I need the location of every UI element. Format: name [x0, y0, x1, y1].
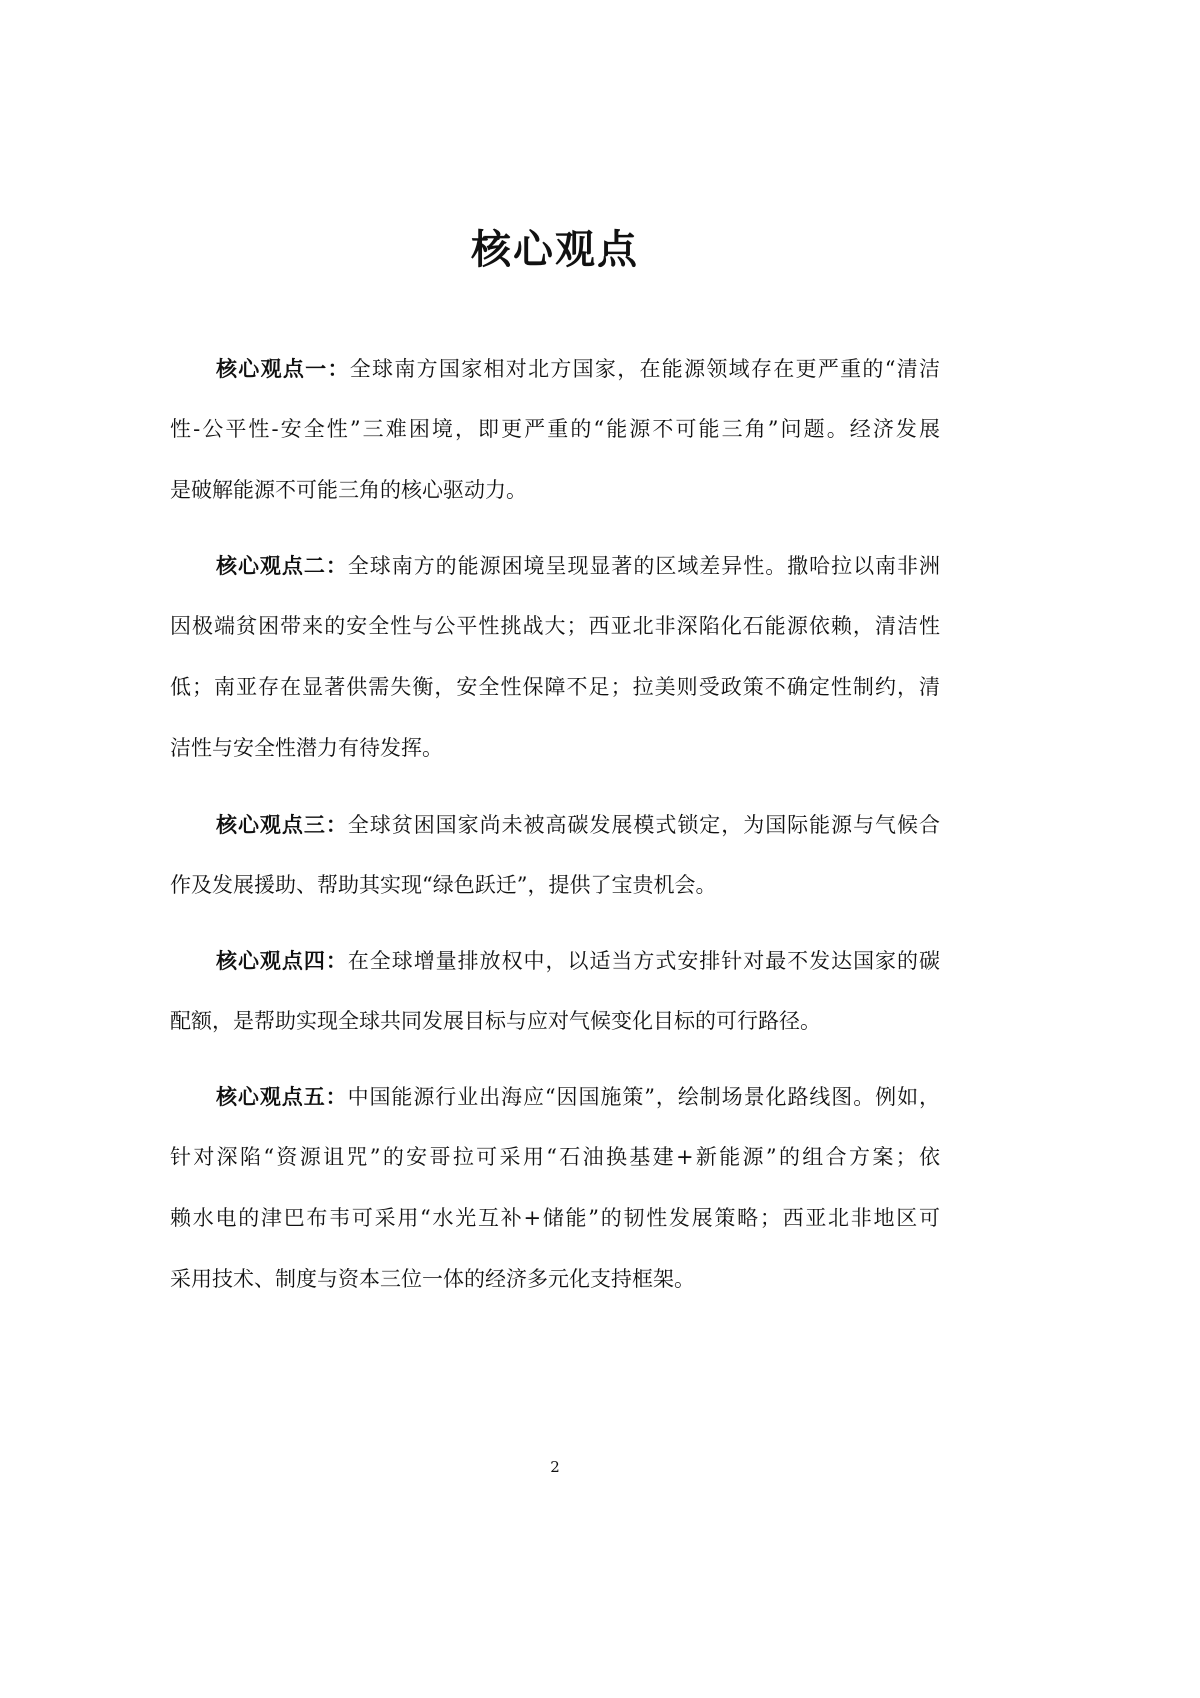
core-point-3: [170, 794, 940, 916]
point-label: 核心观点三：: [216, 812, 348, 837]
point-label: 核心观点四：: [216, 948, 348, 973]
point-label: 核心观点一：: [216, 356, 350, 381]
paragraph-line: 针对深陷“资源诅咒”的安哥拉可采用“石油换基建+新能源”的组合方案；依: [170, 1145, 940, 1169]
paragraph-line: 核心观点二：全球南方的能源困境呈现显著的区域差异性。撒哈拉以南非洲: [216, 553, 940, 578]
page-number: 2: [550, 1458, 560, 1476]
paragraph-line: 性-公平性-安全性”三难困境，即更严重的“能源不可能三角”问题。经济发展: [170, 417, 940, 441]
paragraph-line: 核心观点四：在全球增量排放权中，以适当方式安排针对最不发达国家的碳: [216, 948, 940, 973]
paragraph-line: 配额，是帮助实现全球共同发展目标与应对气候变化目标的可行路径。: [170, 1009, 821, 1033]
page-title: 核心观点: [471, 226, 639, 273]
point-label: 核心观点五：: [216, 1084, 348, 1109]
paragraph-line: 赖水电的津巴布韦可采用“水光互补+储能”的韧性发展策略；西亚北非地区可: [170, 1206, 940, 1230]
paragraph-line: 核心观点五：中国能源行业出海应“因国施策”，绘制场景化路线图。例如，: [216, 1084, 940, 1109]
core-point-2: [170, 535, 940, 779]
paragraph-line: 采用技术、制度与资本三位一体的经济多元化支持框架。: [170, 1267, 695, 1291]
core-point-1: [170, 338, 940, 521]
paragraph-line: 洁性与安全性潜力有待发挥。: [170, 736, 443, 760]
paragraph-line: 低；南亚存在显著供需失衡，安全性保障不足；拉美则受政策不确定性制约，清: [170, 675, 940, 699]
point-label: 核心观点二：: [216, 553, 348, 578]
core-point-4: [170, 930, 940, 1052]
paragraph-line: 核心观点一：全球南方国家相对北方国家，在能源领域存在更严重的“清洁: [216, 356, 941, 381]
core-point-5: [170, 1066, 940, 1310]
paragraph-line: 因极端贫困带来的安全性与公平性挑战大；西亚北非深陷化石能源依赖，清洁性: [170, 614, 940, 638]
paragraph-line: 核心观点三：全球贫困国家尚未被高碳发展模式锁定，为国际能源与气候合: [216, 812, 940, 837]
paragraph-line: 作及发展援助、帮助其实现“绿色跃迁”，提供了宝贵机会。: [170, 873, 717, 897]
paragraph-line: 是破解能源不可能三角的核心驱动力。: [170, 478, 527, 502]
